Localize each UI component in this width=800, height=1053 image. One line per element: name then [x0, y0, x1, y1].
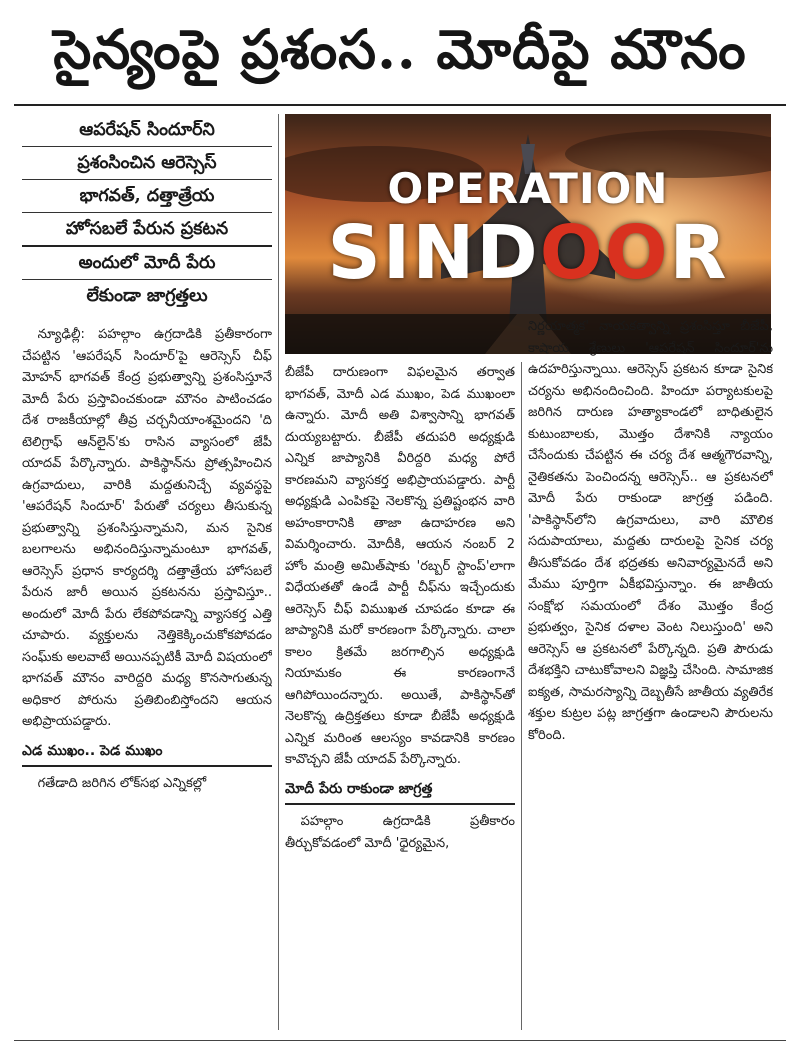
deck-line: ఆపరేషన్ సిందూర్‌ని [22, 114, 272, 147]
article-column-3 [528, 316, 773, 1030]
article-paragraph: గతేడాది జరిగిన లోక్‌సభ ఎన్నికల్లో [37, 776, 207, 791]
subheading: మోదీ పేరు రాకుండా జాగ్రత్త [285, 779, 515, 806]
article-column-1 [22, 324, 272, 1030]
photo-title-line1: OPERATION [387, 164, 669, 213]
article-column-2 [285, 362, 515, 1030]
subheading: ఎడ ముఖం.. పెడ ముఖం [22, 741, 272, 768]
article-paragraph: పహల్గాం ఉగ్రదాడికి ప్రతీకారం తీర్చుకోవడంలో మోదీ 'ధైర్యమైన, [285, 814, 515, 851]
deck-line: భాగవత్, దత్తాత్రేయ [22, 180, 272, 213]
deck-headlines [22, 114, 272, 320]
article-paragraph: నిర్ణయాత్మక' నాయకత్వాన్ని ప్రశంసిస్తూ బీజేపీ, కాషాయ శ్రేణులు 'ఆపరేషన్ సిందూర్'ను ఉదహరిస్తున్నాయి. ఆరెస్సెస్ ప్రకటన కూడా సైనిక చర్యను అభినందించింది. హిందూ పర్యాటకులపై జరిగిన దారుణ హత్యాకాండలో బాధితులైన కుటుంబాలకు, మొత్తం దేశానికి న్యాయం చేసేందుకు చేపట్టిన ఈ చర్య దేశ ఆత్మగౌరవాన్ని, నైతికతను పెంచిందన్న ఆరెస్సెస్.. ఆ ప్రకటనలో మోదీ పేరు రాకుండా జాగ్రత్త పడింది. 'పాకిస్థాన్‌లోని ఉగ్రవాదులు, వారి మౌలిక సదుపాయాలు, మద్దతు దారులపై సైనిక చర్య తీసుకోవడం దేశ భద్రతకు అనివార్యమైనదే అని మేము పూర్తిగా ఏకీభవిస్తున్నాం. ఈ జాతీయ సంక్షోభ సమయంలో దేశం మొత్తం కేంద్ర ప్రభుత్వం, సైనిక దళాల వెంట నిలుస్తుంది' అని ఆరెస్సెస్ ఆ ప్రకటనలో పేర్కొన్నది. ప్రతి పౌరుడు దేశభక్తిని చాటుకోవాలని విజ్ఞప్తి చేసింది. సామాజిక ఐక్యత, సామరస్యాన్ని దెబ్బతీసే జాతీయ వ్యతిరేక శక్తుల కుట్రల పట్ల జాగ్రత్తగా ఉండాలని పౌరులను కోరింది. [528, 319, 773, 743]
article-paragraph: బీజేపీ దారుణంగా విఫలమైన తర్వాత భాగవత్, మోదీ ఎడ ముఖం, పెడ ముఖంలా ఉన్నారు. మోదీ అతి విశ్వాసాన్ని భాగవత్ దుయ్యబట్టారు. బీజేపీ తదుపరి అధ్యక్షుడి ఎన్నిక జాప్యానికి వీరిద్దరి మధ్య పోరే కారణమని వ్యాసకర్త అభిప్రాయపడ్డారు. పార్టీ అధ్యక్షుడి ఎంపికపై నెలకొన్న ప్రతిష్టంభన వారి అహంకారానికి తాజా ఉదాహరణ అని విమర్శించారు. మోదీకి, ఆయన నంబర్ 2 హోం మంత్రి అమిత్‌షాకు 'రబ్బర్ స్టాంప్'లాగా విధేయతతో ఉండే పార్టీ చీఫ్‌ను ఇచ్చేందుకు ఆరెస్సెస్ చీఫ్ విముఖత చూపడం కూడా ఈ జాప్యానికి మరో కారణంగా పేర్కొన్నారు. చాలా కాలం క్రితమే జరగాల్సిన అధ్యక్షుడి నియామకం ఈ కారణంగానే ఆగిపోయిందన్నారు. అయితే, పాకిస్థాన్‌తో నెలకొన్న ఉద్రిక్తతలు కూడా బీజేపీ అధ్యక్షుడి ఎన్నిక మరింత ఆలస్యం కావడానికి కారణం కావొచ్చని జేపీ యాదవ్ పేర్కొన్నారు. [285, 365, 515, 767]
photo-title-part: SIND [327, 210, 540, 296]
headline: సైన్యంపై ప్రశంస.. మోదీపై మౌనం [53, 17, 747, 81]
photo-title-line2 [285, 210, 771, 296]
photo-title-part: R [669, 210, 729, 296]
deck-line: ప్రశంసించిన ఆరెస్సెస్ [22, 147, 272, 180]
column-divider [278, 114, 279, 1030]
deck-line: హోసబలే పేరున ప్రకటన [22, 213, 272, 247]
deck-line: లేకుండా జాగ్రత్తలు [86, 286, 208, 306]
article-paragraph: న్యూఢిల్లీ: పహల్గాం ఉగ్రదాడికి ప్రతీకారంగా చేపట్టిన 'ఆపరేషన్ సిందూర్'పై ఆరెస్సెస్ చీఫ్ మోహన్ భాగవత్ కేంద్ర ప్రభుత్వాన్ని ప్రశంసిస్తూనే మోదీ పేరు ప్రస్తావించకుండా మౌనం పాటించడం దేశ రాజకీయాల్లో తీవ్ర చర్చనీయాంశమైందని 'ది టెలిగ్రాఫ్ ఆన్‌లైన్'కు రాసిన వ్యాసంలో జేపీ యాదవ్ పేర్కొన్నారు. పాకిస్థాన్‌ను ప్రోత్సహించిన ఉగ్రవాదులు, వారికి మద్దతునిచ్చే వ్యవస్థపై 'ఆపరేషన్ సిందూర్' పేరుతో చర్యలు తీసుకున్న ప్రభుత్వాన్ని ప్రశంసిస్తున్నామని, మన సైనిక బలగాలను అభినందిస్తున్నామంటూ భాగవత్, ఆరెస్సెస్ ప్రధాన కార్యదర్శి దత్తాత్రేయ హోసబలే పేరున జారీ అయిన ప్రకటనను ప్రస్తావిస్తూ.. అందులో మోదీ పేరు లేకపోవడాన్ని వ్యాసకర్త ఎత్తి చూపారు. వ్యక్తులను నెత్తికెక్కించుకోకపోవడం సంఘ్‌కు అలవాటే అయినప్పటికీ మోదీ విషయంలో భాగవత్ మౌనం వారిద్దరి మధ్య కొనసాగుతున్న అధికార పోరును ప్రతిబింబిస్తోందని ఆయన అభిప్రాయపడ్డారు. [22, 327, 272, 729]
headline-rule [14, 104, 786, 106]
sindoor-red-letters: OO [539, 210, 670, 296]
deck-line: అందులో మోదీ పేరు [22, 247, 272, 280]
page-bottom-rule [14, 1040, 786, 1041]
column-divider [521, 362, 522, 1030]
